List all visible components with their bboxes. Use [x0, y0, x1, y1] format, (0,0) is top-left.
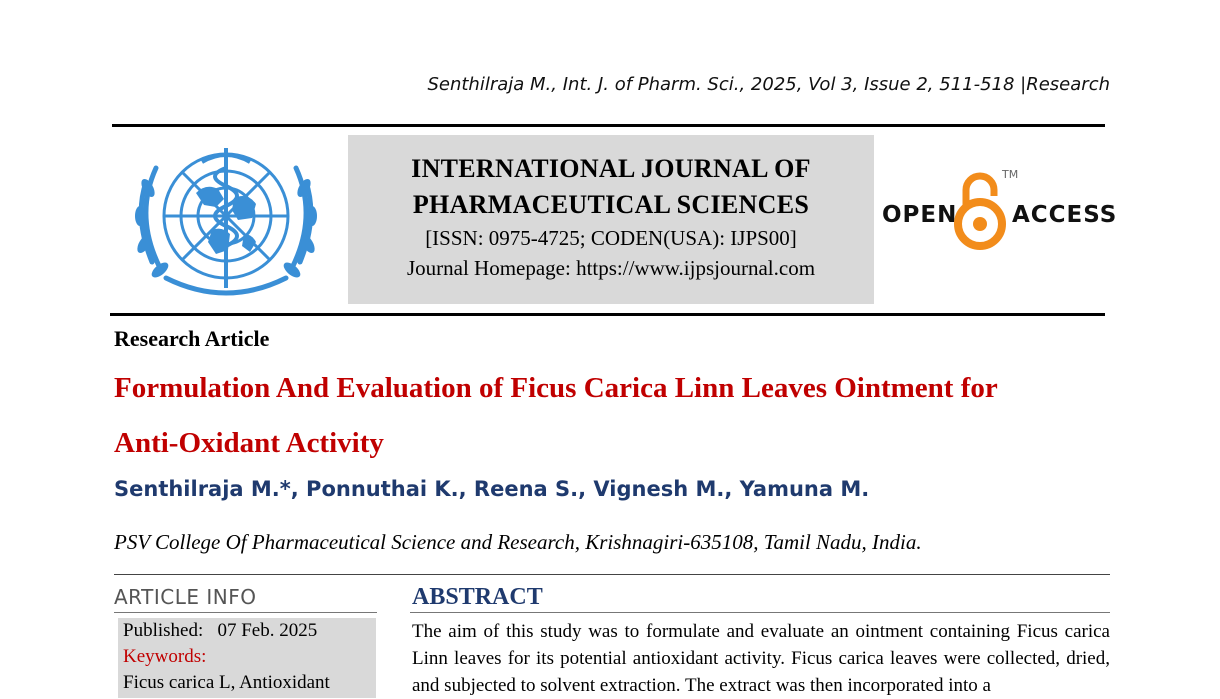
- running-head: Senthilraja M., Int. J. of Pharm. Sci., 2025, Vol 3, Issue 2, 511-518 |Research: [427, 74, 1110, 95]
- keywords-label: Keywords:: [123, 646, 207, 667]
- published-row: [123, 618, 376, 644]
- journal-homepage: Journal Homepage: https://www.ijpsjournal.com: [406, 256, 816, 280]
- article-affiliation: PSV College Of Pharmaceutical Science and Research, Krishnagiri-635108, Tamil Nadu, India.: [114, 530, 922, 554]
- abstract-heading: ABSTRACT: [412, 584, 543, 610]
- journal-name-line2: PHARMACEUTICAL SCIENCES: [412, 190, 810, 219]
- journal-issn: [ISSN: 0975-4725; CODEN(USA): IJPS00]: [425, 226, 797, 250]
- header-bottom-rule: [110, 313, 1105, 316]
- article-authors: Senthilraja M.*, Ponnuthai K., Reena S., Vignesh M., Yamuna M.: [114, 477, 870, 501]
- open-access-left-word: OPEN: [882, 202, 958, 228]
- journal-name-line1: INTERNATIONAL JOURNAL OF: [411, 154, 811, 183]
- article-title-line2: Anti-Oxidant Activity: [114, 427, 384, 459]
- abstract-text: The aim of this study was to formulate and evaluate an ointment containing Ficus carica Linn leaves for its potential antioxidant activity. Ficus carica leaves were collected, dried, and subjected to solvent extraction. The extract was then incorporated into a: [412, 621, 1110, 696]
- open-access-right-word: ACCESS: [1012, 202, 1118, 228]
- published-label: Published:: [123, 620, 204, 641]
- article-type: Research Article: [114, 326, 270, 351]
- open-access-trademark: TM: [1002, 168, 1019, 181]
- published-date: 07 Feb. 2025: [217, 620, 318, 641]
- article-info-box: [118, 618, 376, 698]
- article-info-heading: ARTICLE INFO: [114, 585, 257, 609]
- article-title-line1: Formulation And Evaluation of Ficus Carica Linn Leaves Ointment for: [114, 372, 998, 404]
- abstract-rule: [410, 612, 1110, 613]
- keywords-list: Ficus carica L, Antioxidant: [123, 672, 330, 693]
- journal-emblem-icon: [126, 138, 326, 306]
- affiliation-divider: [114, 574, 1110, 575]
- article-title: [114, 361, 1114, 471]
- open-access-logo: [880, 166, 1118, 256]
- header-top-rule: [112, 124, 1105, 127]
- journal-masthead: [348, 135, 874, 304]
- article-info-rule: [114, 612, 377, 613]
